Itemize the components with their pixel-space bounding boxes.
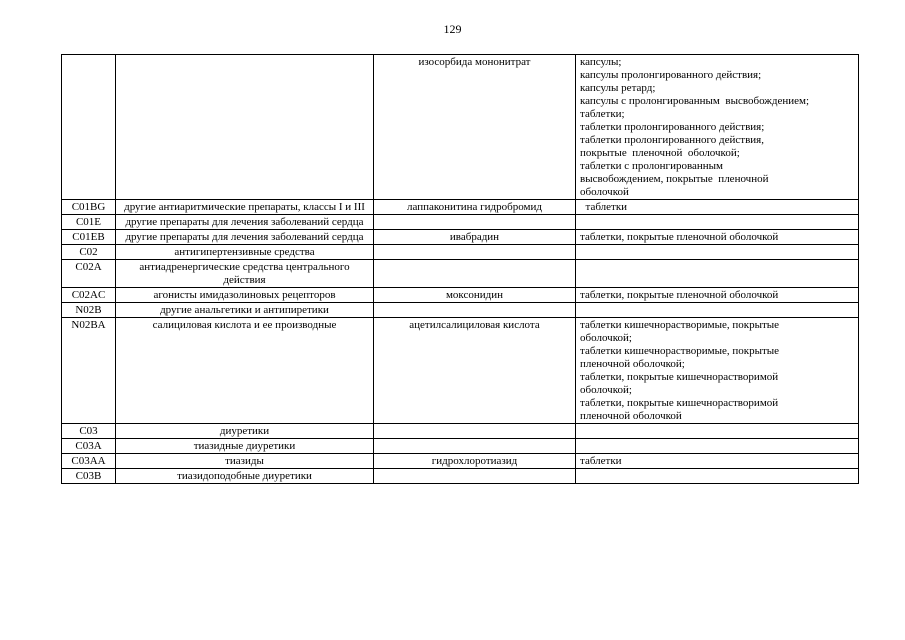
anatomical-therapeutic-group-cell: антиадренергические средства центрального действия — [116, 260, 374, 288]
dosage-form-line: таблетки кишечнорастворимые, покрытые — [580, 345, 780, 357]
atc-code-cell: C01E — [62, 215, 116, 230]
dosage-form-line: пленочной оболочкой — [580, 410, 682, 422]
drug-table — [61, 54, 859, 484]
dosage-form-line: таблетки пролонгированного действия; — [580, 121, 765, 133]
table-row — [62, 288, 859, 303]
medicinal-product-cell: лаппаконитина гидробромид — [374, 200, 576, 215]
table-row — [62, 318, 859, 424]
medicinal-product-cell: ивабрадин — [374, 230, 576, 245]
atc-code-cell: C03B — [62, 469, 116, 484]
atc-code-cell: C02AC — [62, 288, 116, 303]
dosage-form-line: оболочкой; — [580, 384, 632, 396]
anatomical-therapeutic-group-cell — [116, 55, 374, 200]
dosage-form-line: пленочной оболочкой; — [580, 358, 685, 370]
anatomical-therapeutic-group-cell: агонисты имидазолиновых рецепторов — [116, 288, 374, 303]
dosage-form-line: высвобождением, покрытые пленочной — [580, 173, 769, 185]
dosage-forms-cell — [576, 424, 859, 439]
medicinal-product-cell: ацетилсалициловая кислота — [374, 318, 576, 424]
table-row — [62, 200, 859, 215]
dosage-forms-cell — [576, 245, 859, 260]
dosage-form-line: капсулы пролонгированного действия; — [580, 69, 762, 81]
dosage-form-line: таблетки, покрытые кишечнорастворимой — [580, 371, 779, 383]
page-number: 129 — [443, 22, 462, 36]
dosage-forms-cell — [576, 200, 859, 215]
dosage-form-line: таблетки; — [580, 108, 625, 120]
dosage-form-line: капсулы; — [580, 56, 622, 68]
anatomical-therapeutic-group-cell: антигипертензивные средства — [116, 245, 374, 260]
anatomical-therapeutic-group-cell: другие анальгетики и антипиретики — [116, 303, 374, 318]
table-row — [62, 215, 859, 230]
medicinal-product-cell: изосорбида мононитрат — [374, 55, 576, 200]
dosage-forms-cell — [576, 215, 859, 230]
anatomical-therapeutic-group-cell: другие препараты для лечения заболеваний сердца — [116, 215, 374, 230]
dosage-form-line: таблетки — [580, 455, 622, 467]
medicinal-product-cell — [374, 469, 576, 484]
atc-code-cell: C01BG — [62, 200, 116, 215]
dosage-forms-cell — [576, 288, 859, 303]
medicinal-product-cell — [374, 439, 576, 454]
atc-code-cell: C03AA — [62, 454, 116, 469]
anatomical-therapeutic-group-cell: другие препараты для лечения заболеваний сердца — [116, 230, 374, 245]
dosage-form-line: таблетки с пролонгированным — [580, 160, 724, 172]
atc-code-cell: C02 — [62, 245, 116, 260]
table-row — [62, 245, 859, 260]
table-row — [62, 424, 859, 439]
atc-code-cell: N02B — [62, 303, 116, 318]
atc-code-cell: C02A — [62, 260, 116, 288]
table-row — [62, 303, 859, 318]
medicinal-product-cell — [374, 215, 576, 230]
anatomical-therapeutic-group-cell: тиазидоподобные диуретики — [116, 469, 374, 484]
medicinal-product-cell — [374, 245, 576, 260]
table-row — [62, 260, 859, 288]
dosage-form-line: таблетки, покрытые пленочной оболочкой — [580, 289, 779, 301]
dosage-form-line: покрытые пленочной оболочкой; — [580, 147, 740, 159]
dosage-forms-cell — [576, 318, 859, 424]
dosage-forms-cell — [576, 439, 859, 454]
table-row — [62, 439, 859, 454]
medicinal-product-cell: гидрохлоротиазид — [374, 454, 576, 469]
atc-code-cell: C03 — [62, 424, 116, 439]
atc-code-cell: N02BA — [62, 318, 116, 424]
dosage-forms-cell — [576, 303, 859, 318]
dosage-forms-cell — [576, 55, 859, 200]
anatomical-therapeutic-group-cell: другие антиаритмические препараты, классы I и III — [116, 200, 374, 215]
dosage-form-line: оболочкой — [580, 186, 629, 198]
medicinal-product-cell — [374, 260, 576, 288]
atc-code-cell — [62, 55, 116, 200]
medicinal-product-cell: моксонидин — [374, 288, 576, 303]
medicinal-product-cell — [374, 303, 576, 318]
dosage-form-line: таблетки, покрытые пленочной оболочкой — [580, 231, 779, 243]
anatomical-therapeutic-group-cell: тиазиды — [116, 454, 374, 469]
table-row — [62, 230, 859, 245]
table-row — [62, 55, 859, 200]
dosage-forms-cell — [576, 469, 859, 484]
dosage-form-line: капсулы с пролонгированным высвобождением; — [580, 95, 810, 107]
dosage-forms-cell — [576, 454, 859, 469]
dosage-form-line: оболочкой; — [580, 332, 632, 344]
dosage-form-line: таблетки, покрытые кишечнорастворимой — [580, 397, 779, 409]
dosage-form-line: таблетки кишечнорастворимые, покрытые — [580, 319, 780, 331]
anatomical-therapeutic-group-cell: салициловая кислота и ее производные — [116, 318, 374, 424]
medicinal-product-cell — [374, 424, 576, 439]
dosage-forms-cell — [576, 230, 859, 245]
atc-code-cell: C01EB — [62, 230, 116, 245]
dosage-form-line: таблетки — [580, 201, 628, 213]
table-body — [62, 55, 859, 484]
table-row — [62, 454, 859, 469]
table-row — [62, 469, 859, 484]
anatomical-therapeutic-group-cell: диуретики — [116, 424, 374, 439]
anatomical-therapeutic-group-cell: тиазидные диуретики — [116, 439, 374, 454]
dosage-form-line: таблетки пролонгированного действия, — [580, 134, 764, 146]
atc-code-cell: C03A — [62, 439, 116, 454]
dosage-forms-cell — [576, 260, 859, 288]
dosage-form-line: капсулы ретард; — [580, 82, 656, 94]
